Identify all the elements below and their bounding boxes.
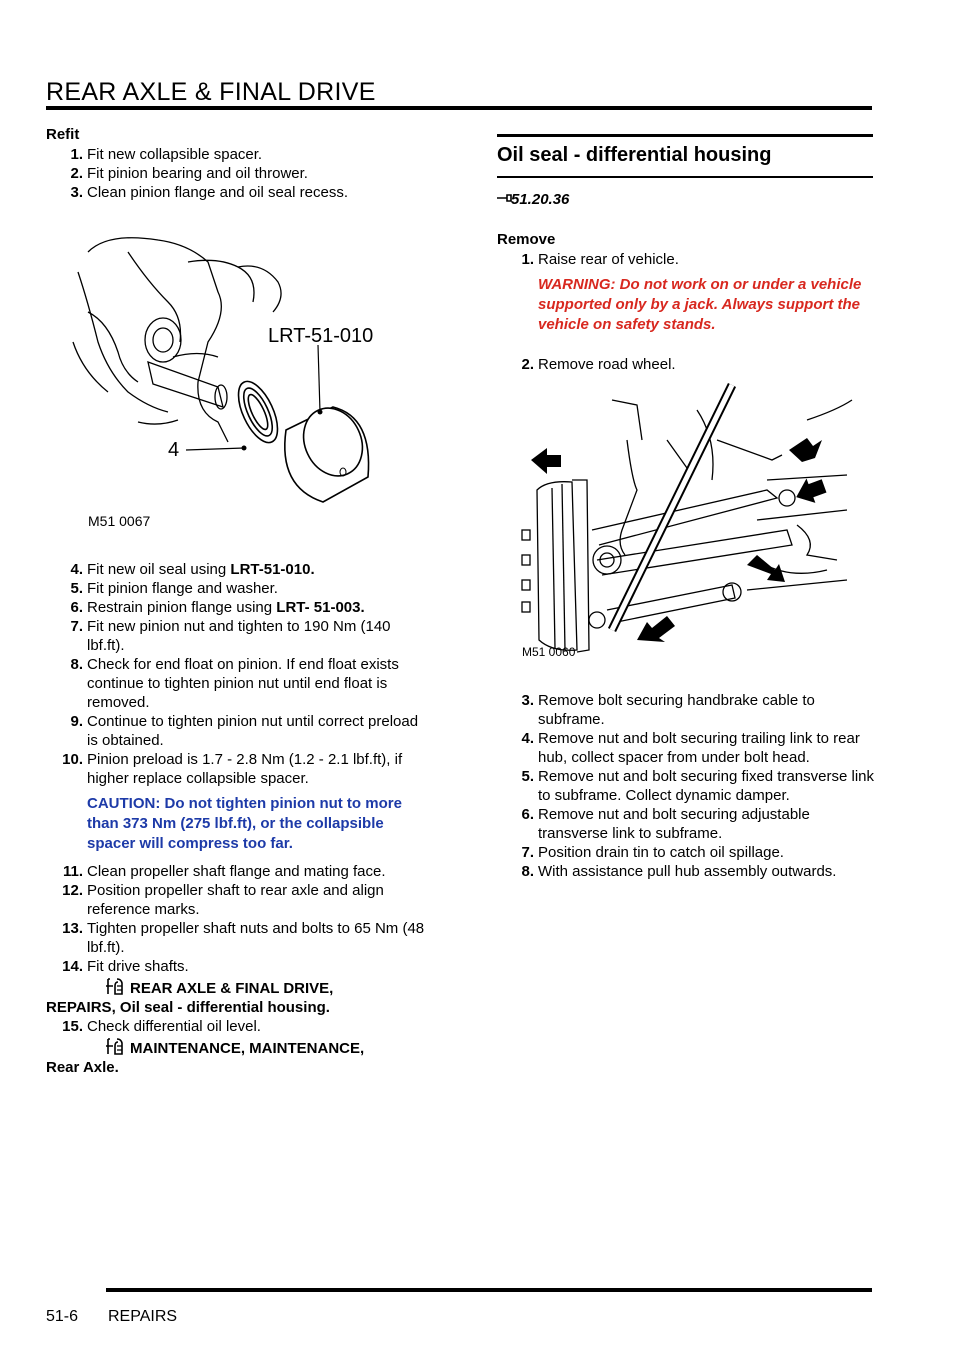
operation-code: 51.20.36 xyxy=(511,191,570,208)
refit-steps-7-10 xyxy=(46,617,426,788)
step-text: Fit new pinion nut and tighten to 190 Nm (140 lbf.ft). xyxy=(87,618,391,654)
rear-suspension-illustration xyxy=(517,380,857,665)
step-text: Clean propeller shaft flange and mating face. xyxy=(87,863,386,880)
figure-code: M51 0067 xyxy=(88,513,151,529)
tool-label: LRT-51-010 xyxy=(268,325,374,347)
step-item xyxy=(497,767,877,805)
step-text: Remove nut and bolt securing trailing link to rear hub, collect spacer from under bolt head. xyxy=(538,730,860,766)
step-item xyxy=(46,712,426,750)
refit-steps-1-3 xyxy=(46,145,426,202)
step-item xyxy=(46,862,426,881)
warning-note: WARNING: Do not work on or under a vehicle supported only by a jack. Always support the vehicle on safety stands. xyxy=(538,276,862,333)
step-item xyxy=(497,729,877,767)
step-number: 8. xyxy=(70,656,83,673)
step-number: 3. xyxy=(521,692,534,709)
header-rule xyxy=(46,106,872,110)
arrow-icon xyxy=(531,448,561,474)
step-text: Fit new collapsible spacer. xyxy=(87,146,263,163)
refit-steps-11-14 xyxy=(46,862,426,976)
step-text: Fit pinion flange and washer. xyxy=(87,580,278,597)
step-text: Restrain pinion flange using xyxy=(87,599,277,616)
step-item xyxy=(497,805,877,843)
step-text: Remove bolt securing handbrake cable to subframe. xyxy=(538,692,815,728)
step-number: 12. xyxy=(62,882,83,899)
step-number: 9. xyxy=(70,713,83,730)
step-text: Continue to tighten pinion nut until correct preload is obtained. xyxy=(87,713,419,749)
step-number: 5. xyxy=(70,580,83,597)
step-15 xyxy=(46,1017,426,1036)
step-text: Fit new oil seal using xyxy=(87,561,231,578)
step-number: 2. xyxy=(521,356,534,373)
step-text: Position drain tin to catch oil spillage. xyxy=(538,844,784,861)
step-number: 1. xyxy=(521,251,534,268)
step-item xyxy=(46,881,426,919)
wrench-icon xyxy=(496,192,512,204)
xref-line-2: Rear Axle. xyxy=(46,1059,119,1076)
page-header-title: REAR AXLE & FINAL DRIVE xyxy=(46,78,376,106)
arrow-icon xyxy=(747,555,785,582)
step-number: 15. xyxy=(62,1018,83,1035)
step-number: 10. xyxy=(62,751,83,768)
refit-heading: Refit xyxy=(46,126,80,143)
step-number: 2. xyxy=(70,165,83,182)
step-4 xyxy=(46,560,426,579)
xref-line-1: MAINTENANCE, MAINTENANCE, xyxy=(130,1040,365,1057)
xref-line-1: REAR AXLE & FINAL DRIVE, xyxy=(130,980,334,997)
step-5 xyxy=(46,579,426,598)
step-number: 6. xyxy=(70,599,83,616)
step-text: Check differential oil level. xyxy=(87,1018,261,1035)
step-item xyxy=(46,957,426,976)
arrow-icon xyxy=(791,474,828,509)
step-text: Fit pinion bearing and oil thrower. xyxy=(87,165,308,182)
right-column-bottom xyxy=(497,691,877,881)
step-text: Remove road wheel. xyxy=(538,356,676,373)
step-number: 14. xyxy=(62,958,83,975)
arrow-icon xyxy=(637,616,675,642)
step-number: 6. xyxy=(521,806,534,823)
remove-heading: Remove xyxy=(497,231,556,248)
oil-seal-tool-illustration xyxy=(68,222,408,544)
step-1 xyxy=(497,250,877,269)
step-number: 4. xyxy=(70,561,83,578)
step-item xyxy=(46,617,426,655)
step-6 xyxy=(46,598,426,617)
step-number: 13. xyxy=(62,920,83,937)
step-item xyxy=(497,843,877,862)
step-item xyxy=(497,862,877,881)
step-number: 7. xyxy=(70,618,83,635)
page-number: 51-6 xyxy=(46,1308,79,1325)
step-item xyxy=(46,145,426,164)
figure-code: M51 0060 xyxy=(522,645,576,659)
callout-number: 4 xyxy=(168,439,180,461)
step-number: 1. xyxy=(70,146,83,163)
cross-reference-link[interactable] xyxy=(46,979,426,1017)
step-text: Check for end float on pinion. If end float exists continue to tighten pinion nut until end float is removed. xyxy=(87,656,399,711)
step-number: 3. xyxy=(70,184,83,201)
step-item xyxy=(46,164,426,183)
step-text: Pinion preload is 1.7 - 2.8 Nm (1.2 - 2.1 lbf.ft), if higher replace collapsible spacer. xyxy=(87,751,403,787)
step-text: With assistance pull hub assembly outwards. xyxy=(538,863,837,880)
cross-reference-hand-icon xyxy=(104,1036,126,1058)
step-number: 11. xyxy=(62,863,83,880)
step-item xyxy=(46,750,426,788)
step-item xyxy=(46,183,426,202)
step-number: 7. xyxy=(521,844,534,861)
cross-reference-link[interactable] xyxy=(46,1039,426,1077)
tool-reference: LRT- 51-003. xyxy=(276,599,365,616)
tool-reference: LRT-51-010. xyxy=(230,561,315,578)
step-item xyxy=(46,655,426,712)
section-rule-bottom xyxy=(497,176,873,178)
step-text: Clean pinion flange and oil seal recess. xyxy=(87,184,348,201)
caution-note: CAUTION: Do not tighten pinion nut to more than 373 Nm (275 lbf.ft), or the collapsible spacer will compress too far. xyxy=(87,795,402,852)
footer-rule xyxy=(106,1288,872,1292)
footer-section-name: REPAIRS xyxy=(108,1308,178,1325)
xref-line-2: REPAIRS, Oil seal - differential housing. xyxy=(46,999,330,1016)
step-number: 8. xyxy=(521,863,534,880)
step-text: Remove nut and bolt securing adjustable transverse link to subframe. xyxy=(538,806,810,842)
step-2 xyxy=(497,355,877,374)
step-text: Fit drive shafts. xyxy=(87,958,189,975)
step-text: Remove nut and bolt securing fixed transverse link to subframe. Collect dynamic damper. xyxy=(538,768,875,804)
step-text: Raise rear of vehicle. xyxy=(538,251,679,268)
right-column-top xyxy=(497,230,877,374)
step-text: Position propeller shaft to rear axle and align reference marks. xyxy=(87,882,384,918)
step-number: 5. xyxy=(521,768,534,785)
step-text: Tighten propeller shaft nuts and bolts to 65 Nm (48 lbf.ft). xyxy=(87,920,425,956)
step-number: 4. xyxy=(521,730,534,747)
step-item xyxy=(46,919,426,957)
remove-steps-3-8 xyxy=(497,691,877,881)
arrow-icon xyxy=(789,438,822,462)
step-item xyxy=(497,691,877,729)
section-title: Oil seal - differential housing xyxy=(497,144,772,166)
section-rule-top xyxy=(497,134,873,137)
cross-reference-hand-icon xyxy=(104,976,126,998)
